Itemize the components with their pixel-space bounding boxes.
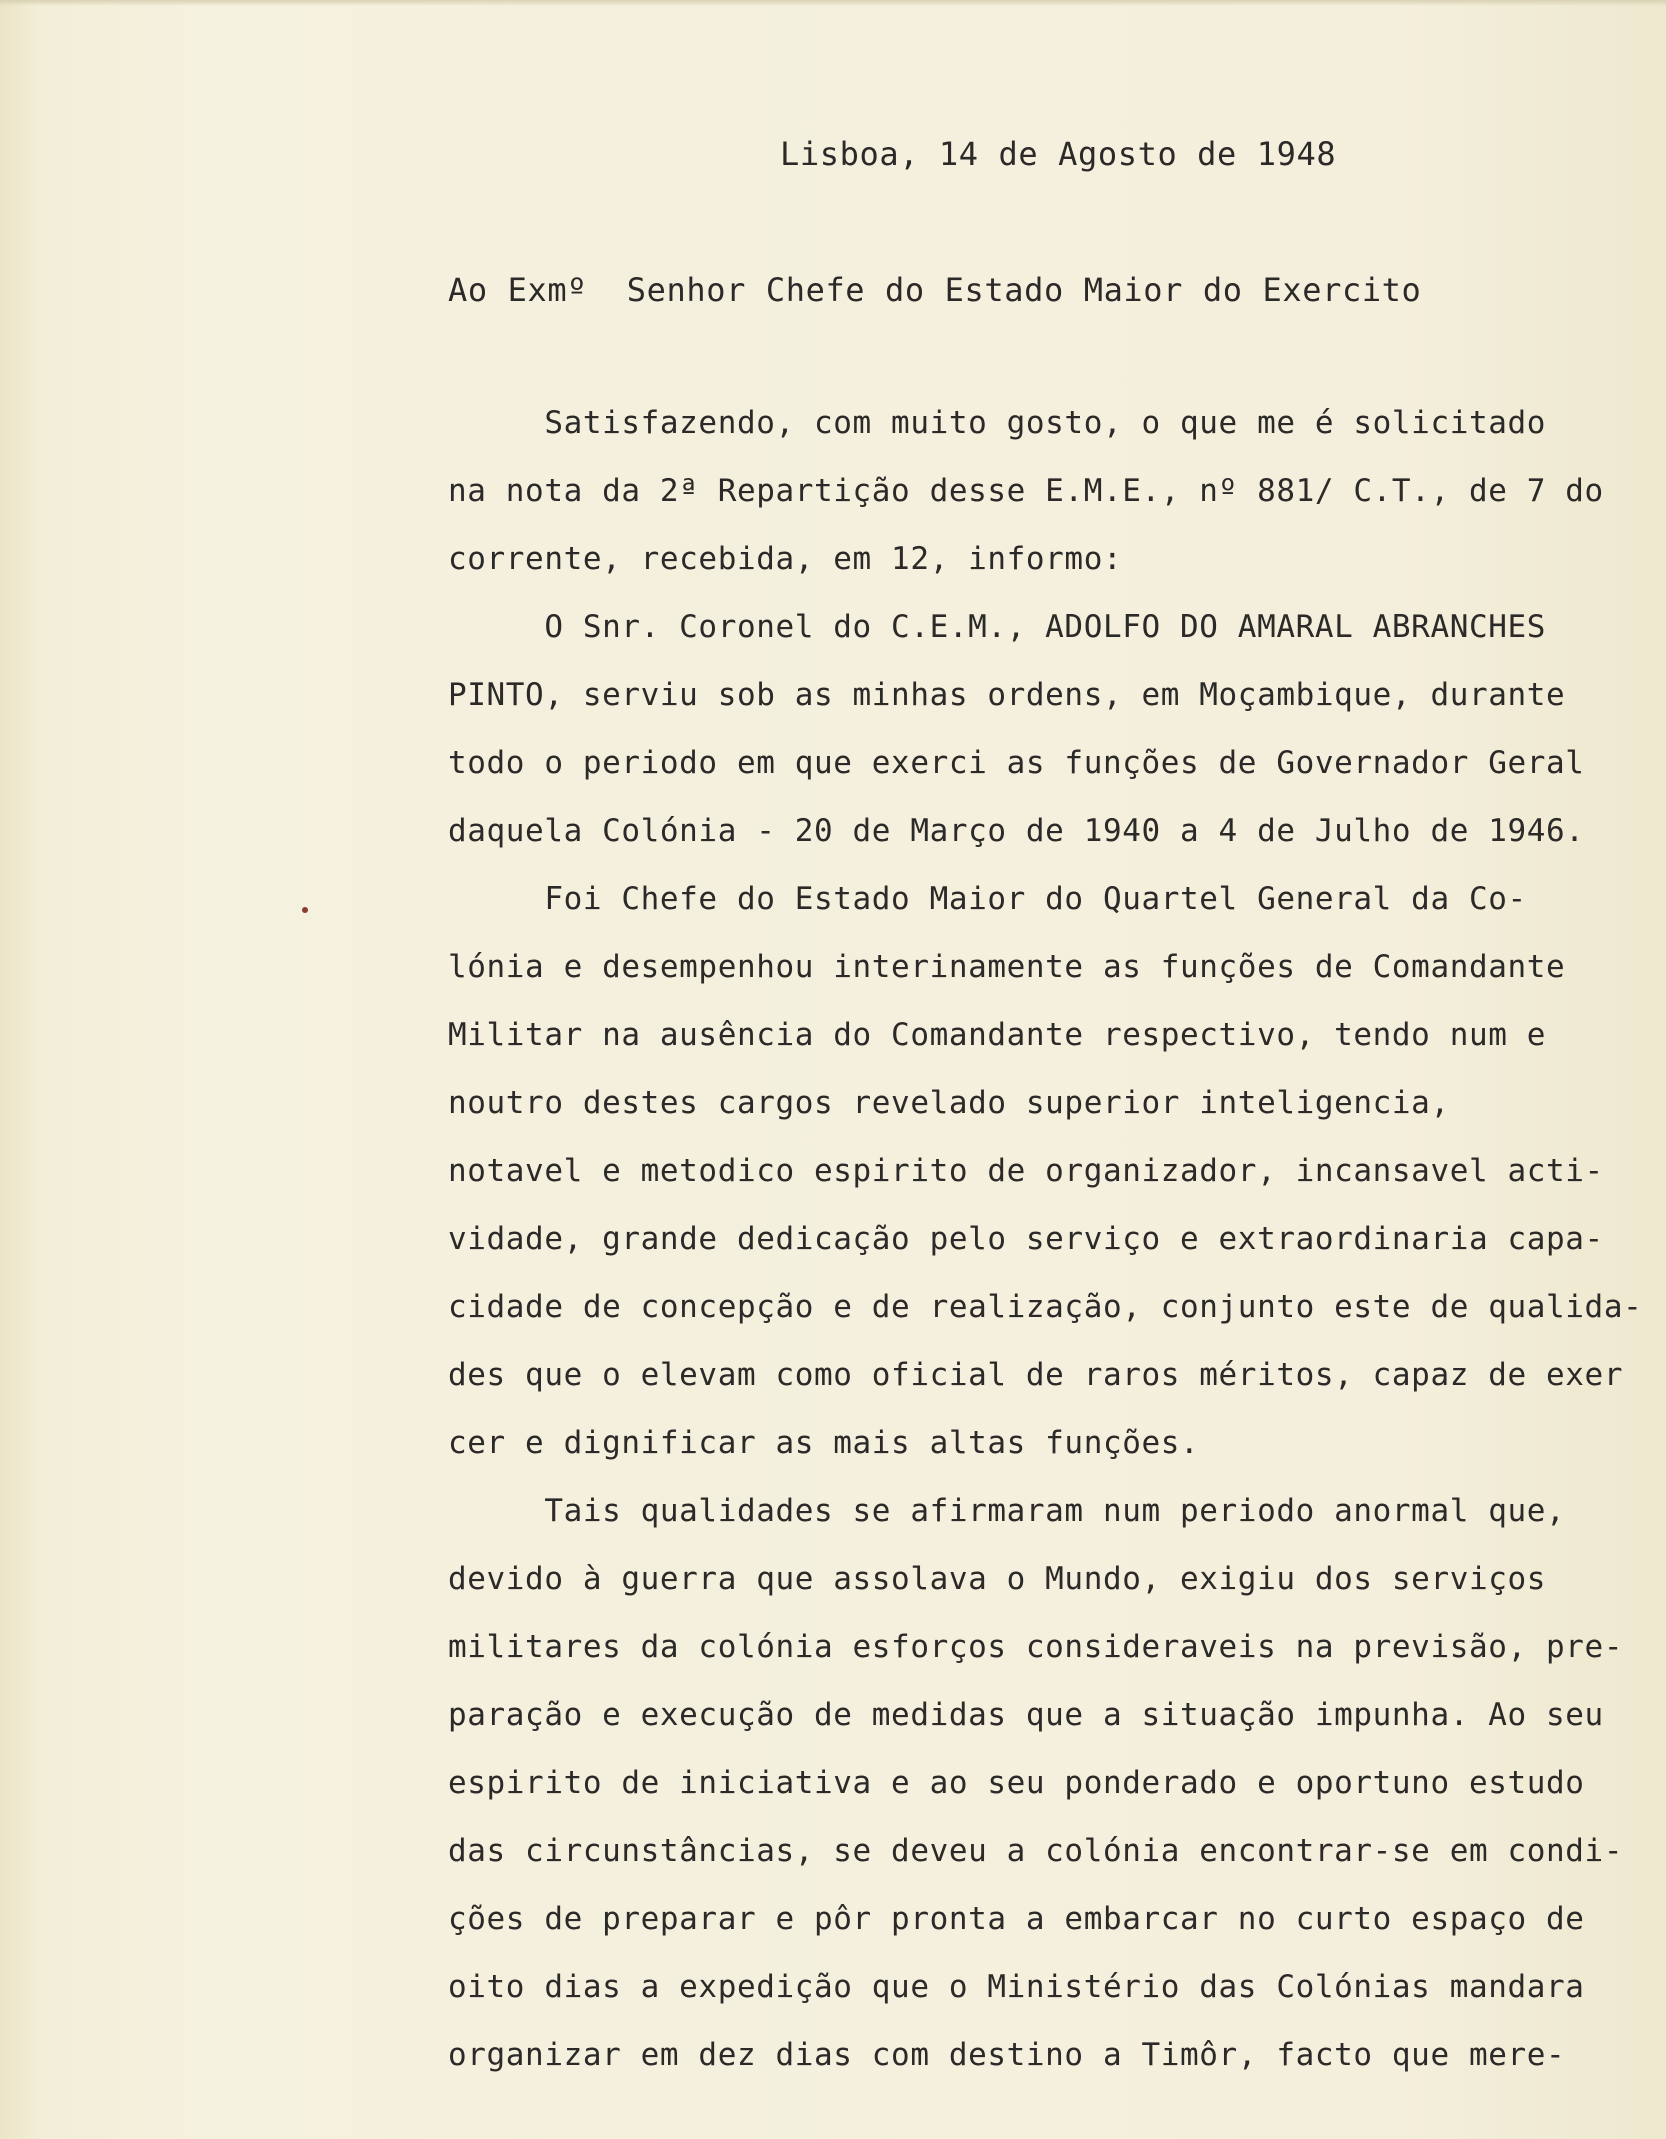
body-line: paração e execução de medidas que a situação impunha. Ao seu (448, 1697, 1604, 1733)
ink-speck (302, 907, 308, 913)
body-line: corrente, recebida, em 12, informo: (448, 541, 1123, 577)
body-line: todo o periodo em que exerci as funções de Governador Geral (448, 745, 1585, 781)
body-line: ções de preparar e pôr pronta a embarcar no curto espaço de (448, 1901, 1585, 1937)
body-line: Foi Chefe do Estado Maior do Quartel General da Co- (448, 881, 1527, 917)
body-line: devido à guerra que assolava o Mundo, exigiu dos serviços (448, 1561, 1547, 1597)
body-line: noutro destes cargos revelado superior inteligencia, (448, 1085, 1450, 1121)
body-line: cer e dignificar as mais altas funções. (448, 1425, 1200, 1461)
body-line: daquela Colónia - 20 de Março de 1940 a 4 de Julho de 1946. (448, 813, 1585, 849)
body-line: cidade de concepção e de realização, conjunto este de qualida- (448, 1289, 1643, 1325)
body-line: Militar na ausência do Comandante respectivo, tendo num e (448, 1017, 1547, 1053)
body-line: militares da colónia esforços consideraveis na previsão, pre- (448, 1629, 1624, 1665)
body-line: lónia e desempenhou interinamente as funções de Comandante (448, 949, 1566, 985)
body-line: organizar em dez dias com destino a Timôr, facto que mere- (448, 2037, 1566, 2073)
body-line: vidade, grande dedicação pelo serviço e extraordinaria capa- (448, 1221, 1604, 1257)
body-line: na nota da 2ª Repartição desse E.M.E., nº 881/ C.T., de 7 do (448, 473, 1604, 509)
body-line: das circunstâncias, se deveu a colónia encontrar-se em condi- (448, 1833, 1624, 1869)
paper-edge (0, 0, 1666, 6)
letter-addressee: Ao Exmº Senhor Chefe do Estado Maior do Exercito (448, 271, 1422, 309)
body-line: Satisfazendo, com muito gosto, o que me é solicitado (448, 405, 1547, 441)
body-line: Tais qualidades se afirmaram num periodo anormal que, (448, 1493, 1566, 1529)
body-line: espirito de iniciativa e ao seu ponderado e oportuno estudo (448, 1765, 1585, 1801)
body-line: O Snr. Coronel do C.E.M., ADOLFO DO AMARAL ABRANCHES (448, 609, 1547, 645)
body-line: des que o elevam como oficial de raros méritos, capaz de exer (448, 1357, 1624, 1393)
body-line: PINTO, serviu sob as minhas ordens, em Moçambique, durante (448, 677, 1566, 713)
letter-date: Lisboa, 14 de Agosto de 1948 (780, 135, 1337, 173)
body-line: oito dias a expedição que o Ministério das Colónias mandara (448, 1969, 1585, 2005)
body-line: notavel e metodico espirito de organizador, incansavel acti- (448, 1153, 1604, 1189)
